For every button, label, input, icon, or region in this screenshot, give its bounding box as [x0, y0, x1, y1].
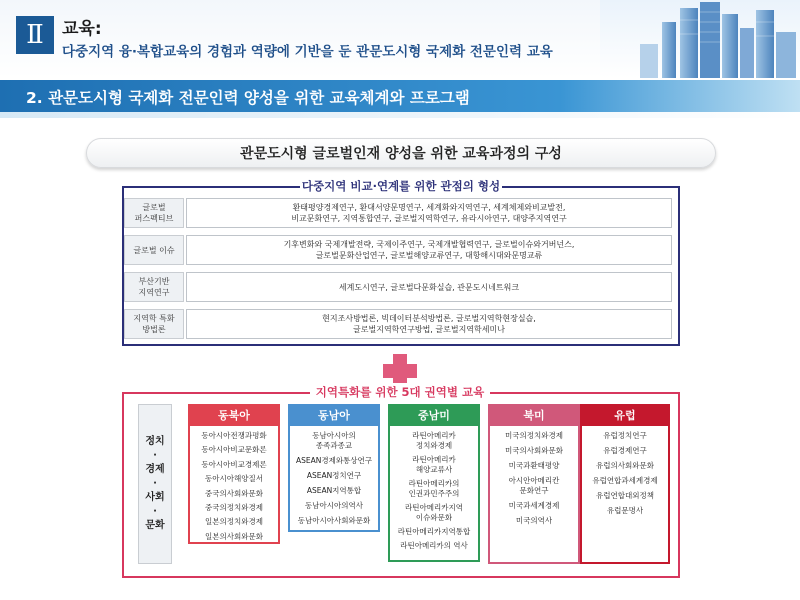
course-item: 일본의사회와문화: [205, 531, 263, 541]
course-item: 유럽문명사: [606, 506, 644, 515]
course-item: 라틴아메리카: [412, 455, 456, 464]
row-label-global-issues: 글로벌 이슈: [124, 235, 184, 265]
row-content-busan-studies: 세계도시연구, 글로벌다문화실습, 관문도시네트워크: [186, 272, 672, 302]
course-item: 아시안아메리칸: [508, 476, 560, 485]
chapter-number-badge: Ⅱ: [16, 16, 54, 54]
row-label-busan-studies: 부산기반 지역연구: [124, 272, 184, 302]
course-item: 동아시아해양질서: [205, 474, 263, 484]
city-skyline-image: [600, 0, 800, 78]
course-item: 유럽연합과세계경제: [592, 476, 658, 485]
course-item: 종족과종교: [315, 441, 353, 450]
course-item: 중국의사회와문화: [205, 488, 263, 498]
course-item: 미국의정치와경제: [505, 431, 563, 440]
field-column: 정치 · 경제 · 사회 · 문화: [138, 404, 172, 564]
course-item: 해양교류사: [415, 465, 453, 474]
course-item: 동남아시아사회와문화: [297, 516, 371, 525]
row-content-global-issues: 기후변화와 국제개발전략, 국제이주연구, 국제개발협력연구, 글로벌이슈와거버넌스, 글로벌문화산업연구, 글로벌해양교류연구, 대항해시대와문명교류: [186, 235, 672, 265]
plus-icon-bar: [383, 364, 417, 378]
course-item: 이슈와문화: [415, 513, 453, 522]
course-item: 미국의사회와문화: [505, 446, 563, 455]
main-title: 관문도시형 글로벌인재 양성을 위한 교육과정의 구성: [240, 146, 562, 162]
course-item: 유럽정치연구: [603, 431, 647, 440]
course-item: 미국과세계경제: [508, 501, 560, 510]
course-item: 미국과환태평양: [508, 461, 560, 470]
course-item: 인권과민주주의: [408, 489, 460, 498]
region-header: 중남미: [390, 406, 478, 426]
course-item: 유럽의사회와문화: [596, 461, 654, 470]
row-content-global-perspective: 환태평양경제연구, 환대서양문명연구, 세계화와지역연구, 세계체제와비교발전, 비교문화연구, 지역통합연구, 글로벌지역학연구, 유라시아연구, 대양주지역연구: [186, 198, 672, 228]
course-item: 동아시아비교문화론: [201, 445, 267, 455]
section-title: 2. 관문도시형 국제화 전문인력 양성을 위한 교육체계와 프로그램: [26, 89, 470, 107]
course-item: 라틴아메리카지역: [405, 503, 463, 512]
region-header: 동남아: [290, 406, 378, 426]
region-header: 동북아: [190, 406, 278, 426]
course-item: 정치와경제: [415, 441, 453, 450]
course-item: 유럽연합대외정책: [596, 491, 654, 500]
row-content-methodology: 현지조사방법론, 빅데이터분석방법론, 글로벌지역학현장실습, 글로벌지역학연구방법, 글로벌지역학세미나: [186, 309, 672, 339]
course-item: 동아시아전쟁과평화: [201, 431, 267, 440]
course-item: 유럽경제연구: [603, 446, 647, 455]
header-subtitle: 다중지역 융·복합교육의 경험과 역량에 기반을 둔 관문도시형 국제화 전문인력 교육: [62, 44, 553, 60]
header-title: 교육:: [62, 19, 102, 39]
course-item: 라틴아메리카의 역사: [400, 541, 468, 550]
course-item: 라틴아메리카: [412, 431, 456, 440]
course-item: ASEAN경제와통상연구: [295, 456, 373, 465]
region-southeast-asia: [288, 404, 380, 532]
section-band-shadow: [0, 112, 800, 118]
region-north-america: [488, 404, 580, 564]
course-item: 동남아시아의: [312, 431, 356, 440]
course-item: 문화연구: [519, 486, 549, 495]
row-label-global-perspective: 글로벌 퍼스펙티브: [124, 198, 184, 228]
region-header: 유럽: [582, 406, 668, 426]
course-item: 동아시아비교경제론: [201, 459, 267, 469]
row-label-methodology: 지역학 특화 방법론: [124, 309, 184, 339]
region-northeast-asia: [188, 404, 280, 544]
perspective-box-title: 다중지역 비교·연계를 위한 관점의 형성: [301, 179, 501, 193]
region-header: 북미: [490, 406, 578, 426]
region-latin-america: [388, 404, 480, 562]
course-item: ASEAN지역통합: [306, 486, 362, 495]
course-item: 일본의정치와경제: [205, 517, 263, 527]
course-item: 중국의정치와경제: [205, 502, 263, 512]
region-europe: [580, 404, 670, 564]
course-item: 라틴아메리카의: [408, 479, 460, 488]
course-item: 동남아시아의역사: [305, 501, 363, 510]
regional-education-title: 지역특화를 위한 5대 권역별 교육: [310, 383, 490, 401]
course-item: ASEAN정치연구: [306, 471, 362, 480]
course-item: 미국의역사: [515, 516, 553, 525]
course-item: 라틴아메리카지역통합: [397, 527, 471, 536]
